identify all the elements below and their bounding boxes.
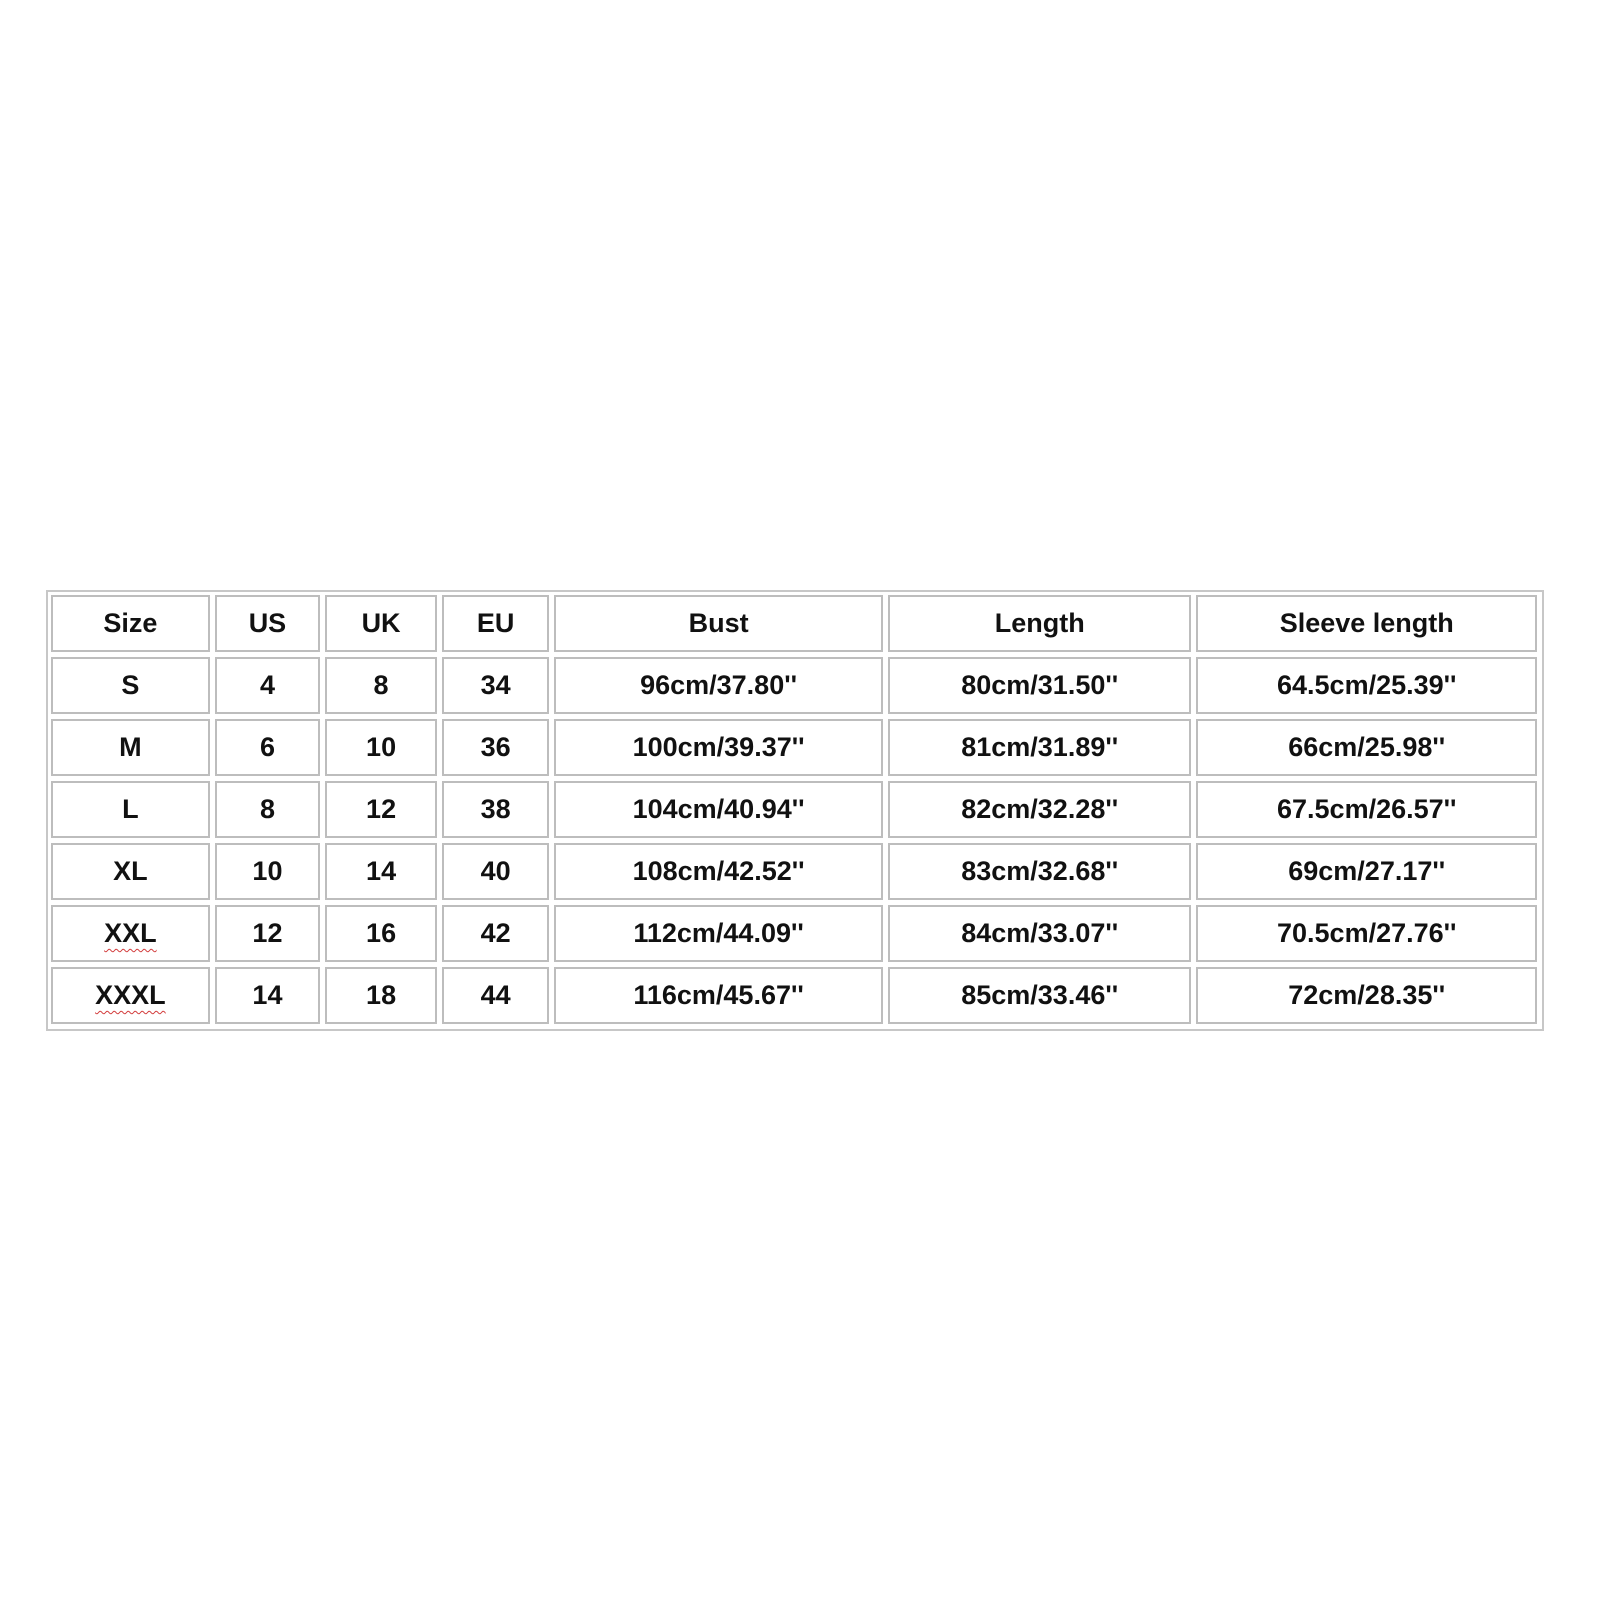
- cell-sleeve-length: 67.5cm/26.57'': [1196, 781, 1537, 838]
- header-bust: Bust: [554, 595, 883, 652]
- cell-length: 83cm/32.68'': [888, 843, 1192, 900]
- cell-uk: 14: [325, 843, 437, 900]
- cell-eu: 38: [442, 781, 549, 838]
- cell-sleeve-length: 69cm/27.17'': [1196, 843, 1537, 900]
- cell-eu: 42: [442, 905, 549, 962]
- cell-length: 80cm/31.50'': [888, 657, 1192, 714]
- cell-bust: 112cm/44.09'': [554, 905, 883, 962]
- cell-size: M: [51, 719, 210, 776]
- cell-us: 6: [215, 719, 320, 776]
- table-row: [51, 905, 1537, 962]
- header-uk: UK: [325, 595, 437, 652]
- cell-us: 12: [215, 905, 320, 962]
- header-eu: EU: [442, 595, 549, 652]
- cell-bust: 104cm/40.94'': [554, 781, 883, 838]
- table-row: [51, 657, 1537, 714]
- cell-uk: 12: [325, 781, 437, 838]
- header-size: Size: [51, 595, 210, 652]
- header-sleeve-length: Sleeve length: [1196, 595, 1537, 652]
- cell-bust: 116cm/45.67'': [554, 967, 883, 1024]
- cell-us: 10: [215, 843, 320, 900]
- header-us: US: [215, 595, 320, 652]
- cell-eu: 36: [442, 719, 549, 776]
- cell-size: [51, 967, 210, 1024]
- cell-us: 4: [215, 657, 320, 714]
- cell-size: L: [51, 781, 210, 838]
- cell-size-text: XXL: [104, 918, 157, 948]
- cell-uk: 16: [325, 905, 437, 962]
- table-row: [51, 843, 1537, 900]
- cell-eu: 44: [442, 967, 549, 1024]
- cell-size: S: [51, 657, 210, 714]
- table-row: [51, 781, 1537, 838]
- cell-eu: 34: [442, 657, 549, 714]
- cell-size-text: XXXL: [95, 980, 166, 1010]
- cell-bust: 108cm/42.52'': [554, 843, 883, 900]
- cell-us: 8: [215, 781, 320, 838]
- size-chart-frame: [46, 590, 1544, 1031]
- table-row: [51, 967, 1537, 1024]
- cell-sleeve-length: 66cm/25.98'': [1196, 719, 1537, 776]
- cell-size: XL: [51, 843, 210, 900]
- cell-sleeve-length: 70.5cm/27.76'': [1196, 905, 1537, 962]
- cell-size: [51, 905, 210, 962]
- size-chart-table: [46, 590, 1542, 1029]
- cell-length: 81cm/31.89'': [888, 719, 1192, 776]
- cell-eu: 40: [442, 843, 549, 900]
- table-row: [51, 719, 1537, 776]
- cell-sleeve-length: 64.5cm/25.39'': [1196, 657, 1537, 714]
- cell-length: 82cm/32.28'': [888, 781, 1192, 838]
- cell-length: 84cm/33.07'': [888, 905, 1192, 962]
- cell-uk: 18: [325, 967, 437, 1024]
- header-row: [51, 595, 1537, 652]
- cell-us: 14: [215, 967, 320, 1024]
- cell-uk: 8: [325, 657, 437, 714]
- cell-sleeve-length: 72cm/28.35'': [1196, 967, 1537, 1024]
- cell-uk: 10: [325, 719, 437, 776]
- cell-length: 85cm/33.46'': [888, 967, 1192, 1024]
- cell-bust: 96cm/37.80'': [554, 657, 883, 714]
- cell-bust: 100cm/39.37'': [554, 719, 883, 776]
- header-length: Length: [888, 595, 1192, 652]
